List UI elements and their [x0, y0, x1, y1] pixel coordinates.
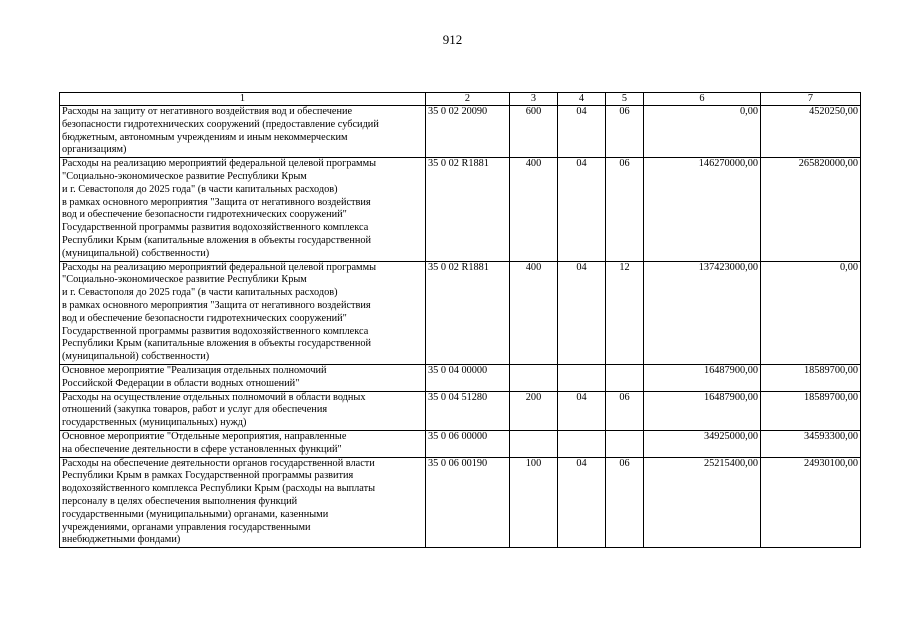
amount-year-1: 137423000,00	[644, 261, 761, 364]
amount-year-2: 34593300,00	[761, 430, 861, 457]
expense-description	[60, 430, 426, 457]
table-row	[60, 364, 861, 391]
description-line: Расходы на реализацию мероприятий федеральной целевой программы	[62, 261, 377, 273]
description-line: Республики Крым (капитальные вложения в объекты государственной	[62, 338, 372, 350]
description-line: учреждениями, органами управления государственными	[62, 521, 311, 533]
subsection-code: 12	[606, 261, 644, 364]
description-line: и г. Севастополя до 2025 года" (в части капитальных расходов)	[62, 183, 338, 195]
subsection-code	[606, 430, 644, 457]
amount-year-2: 0,00	[761, 261, 861, 364]
description-line: безопасности гидротехнических сооружений (предоставление субсидий	[62, 118, 379, 130]
header-col-1: 1	[60, 93, 426, 106]
section-code	[558, 364, 606, 391]
subsection-code: 06	[606, 158, 644, 261]
expense-type-code: 100	[510, 457, 558, 548]
expense-type-code	[510, 430, 558, 457]
description-line: (муниципальной) собственности)	[62, 247, 210, 259]
description-line: Основное мероприятие "Реализация отдельных полномочий	[62, 364, 327, 376]
description-line: водохозяйственного комплекса Республики Крым (расходы на выплаты	[62, 483, 376, 495]
description-line: (муниципальной) собственности)	[62, 351, 210, 363]
section-code: 04	[558, 106, 606, 158]
description-line: отношений (закупка товаров, работ и услуг для обеспечения	[62, 404, 328, 416]
description-line: государственными (муниципальными) органами, казенными	[62, 508, 329, 520]
section-code: 04	[558, 261, 606, 364]
description-line: бюджетным, автономным учреждениям и иным некоммерческим	[62, 131, 348, 143]
header-col-2: 2	[426, 93, 510, 106]
description-line: организациям)	[62, 144, 127, 156]
expense-description	[60, 158, 426, 261]
subsection-code: 06	[606, 457, 644, 548]
description-line: Расходы на реализацию мероприятий федеральной целевой программы	[62, 158, 377, 170]
description-line: Расходы на обеспечение деятельности органов государственной власти	[62, 457, 375, 469]
description-line: персоналу в целях обеспечения выполнения функций	[62, 495, 298, 507]
description-line: Основное мероприятие "Отдельные мероприятия, направленные	[62, 430, 347, 442]
description-line: Республики Крым (капитальные вложения в объекты государственной	[62, 234, 372, 246]
description-line: в рамках основного мероприятия "Защита от негативного воздействия	[62, 299, 371, 311]
expense-description	[60, 364, 426, 391]
expense-type-code	[510, 364, 558, 391]
amount-year-1: 0,00	[644, 106, 761, 158]
target-article-code: 35 0 02 R1881	[426, 261, 510, 364]
description-line: "Социально-экономическое развитие Республики Крым	[62, 274, 307, 286]
amount-year-1: 16487900,00	[644, 391, 761, 430]
target-article-code: 35 0 02 R1881	[426, 158, 510, 261]
header-col-7: 7	[761, 93, 861, 106]
table-row	[60, 106, 861, 158]
description-line: внебюджетными фондами)	[62, 534, 181, 546]
target-article-code: 35 0 04 00000	[426, 364, 510, 391]
table-row	[60, 430, 861, 457]
section-code: 04	[558, 391, 606, 430]
subsection-code: 06	[606, 391, 644, 430]
subsection-code	[606, 364, 644, 391]
page-number: 912	[442, 32, 463, 47]
target-article-code: 35 0 04 51280	[426, 391, 510, 430]
description-line: Государственной программы развития водохозяйственного комплекса	[62, 222, 369, 234]
amount-year-1: 34925000,00	[644, 430, 761, 457]
section-code: 04	[558, 457, 606, 548]
amount-year-2: 18589700,00	[761, 364, 861, 391]
description-line: Республики Крым в рамках Государственной программы развития	[62, 470, 354, 482]
table-row	[60, 457, 861, 548]
expense-description	[60, 261, 426, 364]
expense-type-code: 200	[510, 391, 558, 430]
amount-year-2: 4520250,00	[761, 106, 861, 158]
description-line: Расходы на защиту от негативного воздействия вод и обеспечение	[62, 106, 353, 117]
amount-year-2: 265820000,00	[761, 158, 861, 261]
target-article-code: 35 0 06 00190	[426, 457, 510, 548]
section-code	[558, 430, 606, 457]
description-line: Российской Федерации в области водных отношений"	[62, 377, 300, 389]
table-row	[60, 158, 861, 261]
amount-year-2: 18589700,00	[761, 391, 861, 430]
description-line: государственных (муниципальных) нужд)	[62, 417, 247, 429]
target-article-code: 35 0 02 20090	[426, 106, 510, 158]
description-line: вод и обеспечение безопасности гидротехнических сооружений"	[62, 209, 347, 221]
header-col-4: 4	[558, 93, 606, 106]
expense-type-code: 600	[510, 106, 558, 158]
subsection-code: 06	[606, 106, 644, 158]
expense-description	[60, 457, 426, 548]
description-line: на обеспечение деятельности в сфере установленных функций"	[62, 443, 342, 455]
description-line: "Социально-экономическое развитие Республики Крым	[62, 170, 307, 182]
budget-table	[59, 92, 861, 548]
header-col-5: 5	[606, 93, 644, 106]
expense-description	[60, 391, 426, 430]
table-body	[60, 106, 861, 548]
expense-description	[60, 106, 426, 158]
table-row	[60, 261, 861, 364]
header-col-3: 3	[510, 93, 558, 106]
amount-year-1: 146270000,00	[644, 158, 761, 261]
header-col-6: 6	[644, 93, 761, 106]
target-article-code: 35 0 06 00000	[426, 430, 510, 457]
expense-type-code: 400	[510, 261, 558, 364]
expense-type-code: 400	[510, 158, 558, 261]
section-code: 04	[558, 158, 606, 261]
description-line: в рамках основного мероприятия "Защита от негативного воздействия	[62, 196, 371, 208]
amount-year-2: 24930100,00	[761, 457, 861, 548]
amount-year-1: 25215400,00	[644, 457, 761, 548]
description-line: и г. Севастополя до 2025 года" (в части капитальных расходов)	[62, 287, 338, 299]
amount-year-1: 16487900,00	[644, 364, 761, 391]
description-line: Расходы на осуществление отдельных полномочий в области водных	[62, 391, 366, 403]
description-line: Государственной программы развития водохозяйственного комплекса	[62, 325, 369, 337]
header-row	[60, 93, 861, 106]
description-line: вод и обеспечение безопасности гидротехнических сооружений"	[62, 312, 347, 324]
table-row	[60, 391, 861, 430]
